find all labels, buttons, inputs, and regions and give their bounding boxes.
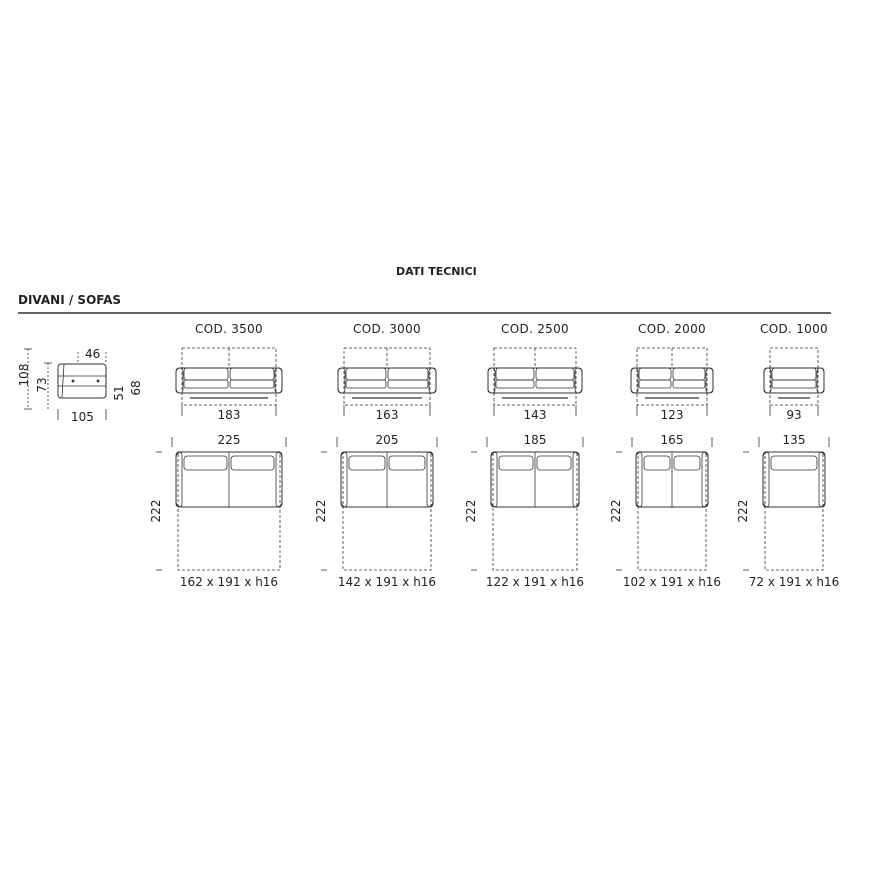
plan-right-arm <box>702 452 708 507</box>
side-seat-depth-label: 46 <box>85 347 101 361</box>
side-total-height-label: 108 <box>17 363 31 387</box>
plan-right-arm <box>427 452 433 507</box>
plan-back-cushion <box>184 456 227 470</box>
front-back-cushion <box>346 368 386 380</box>
mattress-size-label: 72 x 191 x h16 <box>748 575 840 589</box>
bed-width-label: 163 <box>375 408 399 422</box>
bed-width-label: 143 <box>523 408 547 422</box>
open-width-label: 185 <box>523 433 547 447</box>
open-width-label: 205 <box>375 433 399 447</box>
plan-back-cushion <box>499 456 533 470</box>
front-envelope-dashed <box>182 348 276 405</box>
open-depth-label: 222 <box>149 499 163 523</box>
plan-back-cushion <box>537 456 571 470</box>
open-width-label: 165 <box>660 433 684 447</box>
plan-sofa-outline <box>763 452 825 507</box>
front-sofa-body <box>338 368 436 393</box>
front-seat-cushion <box>772 380 816 388</box>
side-depth-label: 105 <box>71 410 94 424</box>
side-view-back-line <box>62 364 64 398</box>
front-seat-cushion <box>184 380 228 388</box>
front-seat-cushion <box>230 380 274 388</box>
bed-width-label: 123 <box>660 408 684 422</box>
front-seat-cushion <box>673 380 705 388</box>
open-depth-label: 222 <box>464 499 478 523</box>
front-back-cushion <box>496 368 534 380</box>
page-title: DATI TECNICI <box>396 265 477 278</box>
front-back-cushion <box>230 368 274 380</box>
front-seat-cushion <box>346 380 386 388</box>
front-back-cushion <box>772 368 816 380</box>
front-envelope-dashed <box>637 348 707 405</box>
plan-right-arm <box>276 452 282 507</box>
front-envelope-dashed <box>344 348 430 405</box>
plan-right-arm <box>573 452 579 507</box>
bed-width-label: 93 <box>786 408 802 422</box>
open-width-label: 135 <box>782 433 806 447</box>
front-sofa-body <box>631 368 713 393</box>
front-seat-cushion <box>496 380 534 388</box>
front-sofa-body <box>488 368 582 393</box>
plan-left-arm <box>176 452 182 507</box>
plan-back-cushion <box>644 456 670 470</box>
plan-left-arm <box>763 452 769 507</box>
plan-back-cushion <box>674 456 700 470</box>
open-depth-label: 222 <box>736 499 750 523</box>
side-view-mechanism-dot <box>97 380 100 383</box>
front-seat-cushion <box>388 380 428 388</box>
plan-right-arm <box>819 452 825 507</box>
side-seat-height-label: 51 <box>112 385 126 401</box>
model-code-label: COD. 2000 <box>638 322 706 336</box>
plan-left-arm <box>491 452 497 507</box>
front-back-cushion <box>673 368 705 380</box>
side-arm-height-label: 68 <box>129 380 143 396</box>
front-back-cushion <box>639 368 671 380</box>
plan-left-arm <box>636 452 642 507</box>
plan-back-cushion <box>231 456 274 470</box>
open-depth-label: 222 <box>609 499 623 523</box>
mattress-size-label: 102 x 191 x h16 <box>622 575 722 589</box>
front-sofa-body <box>176 368 282 393</box>
model-code-label: COD. 2500 <box>501 322 569 336</box>
front-back-cushion <box>536 368 574 380</box>
open-depth-label: 222 <box>314 499 328 523</box>
section-heading: DIVANI / SOFAS <box>18 293 122 307</box>
mattress-size-label: 122 x 191 x h16 <box>485 575 585 589</box>
model-code-label: COD. 3500 <box>195 322 263 336</box>
bed-width-label: 183 <box>217 408 241 422</box>
plan-back-cushion <box>771 456 817 470</box>
plan-left-arm <box>341 452 347 507</box>
model-code-label: COD. 1000 <box>760 322 828 336</box>
plan-back-cushion <box>389 456 425 470</box>
front-seat-cushion <box>536 380 574 388</box>
open-width-label: 225 <box>217 433 241 447</box>
side-back-height-label: 73 <box>35 377 49 393</box>
side-view-mechanism-dot <box>72 380 75 383</box>
plan-back-cushion <box>349 456 385 470</box>
mattress-size-label: 162 x 191 x h16 <box>179 575 279 589</box>
front-back-cushion <box>388 368 428 380</box>
front-back-cushion <box>184 368 228 380</box>
front-envelope-dashed <box>494 348 576 405</box>
mattress-size-label: 142 x 191 x h16 <box>337 575 437 589</box>
model-code-label: COD. 3000 <box>353 322 421 336</box>
front-seat-cushion <box>639 380 671 388</box>
front-envelope-dashed <box>770 348 818 405</box>
